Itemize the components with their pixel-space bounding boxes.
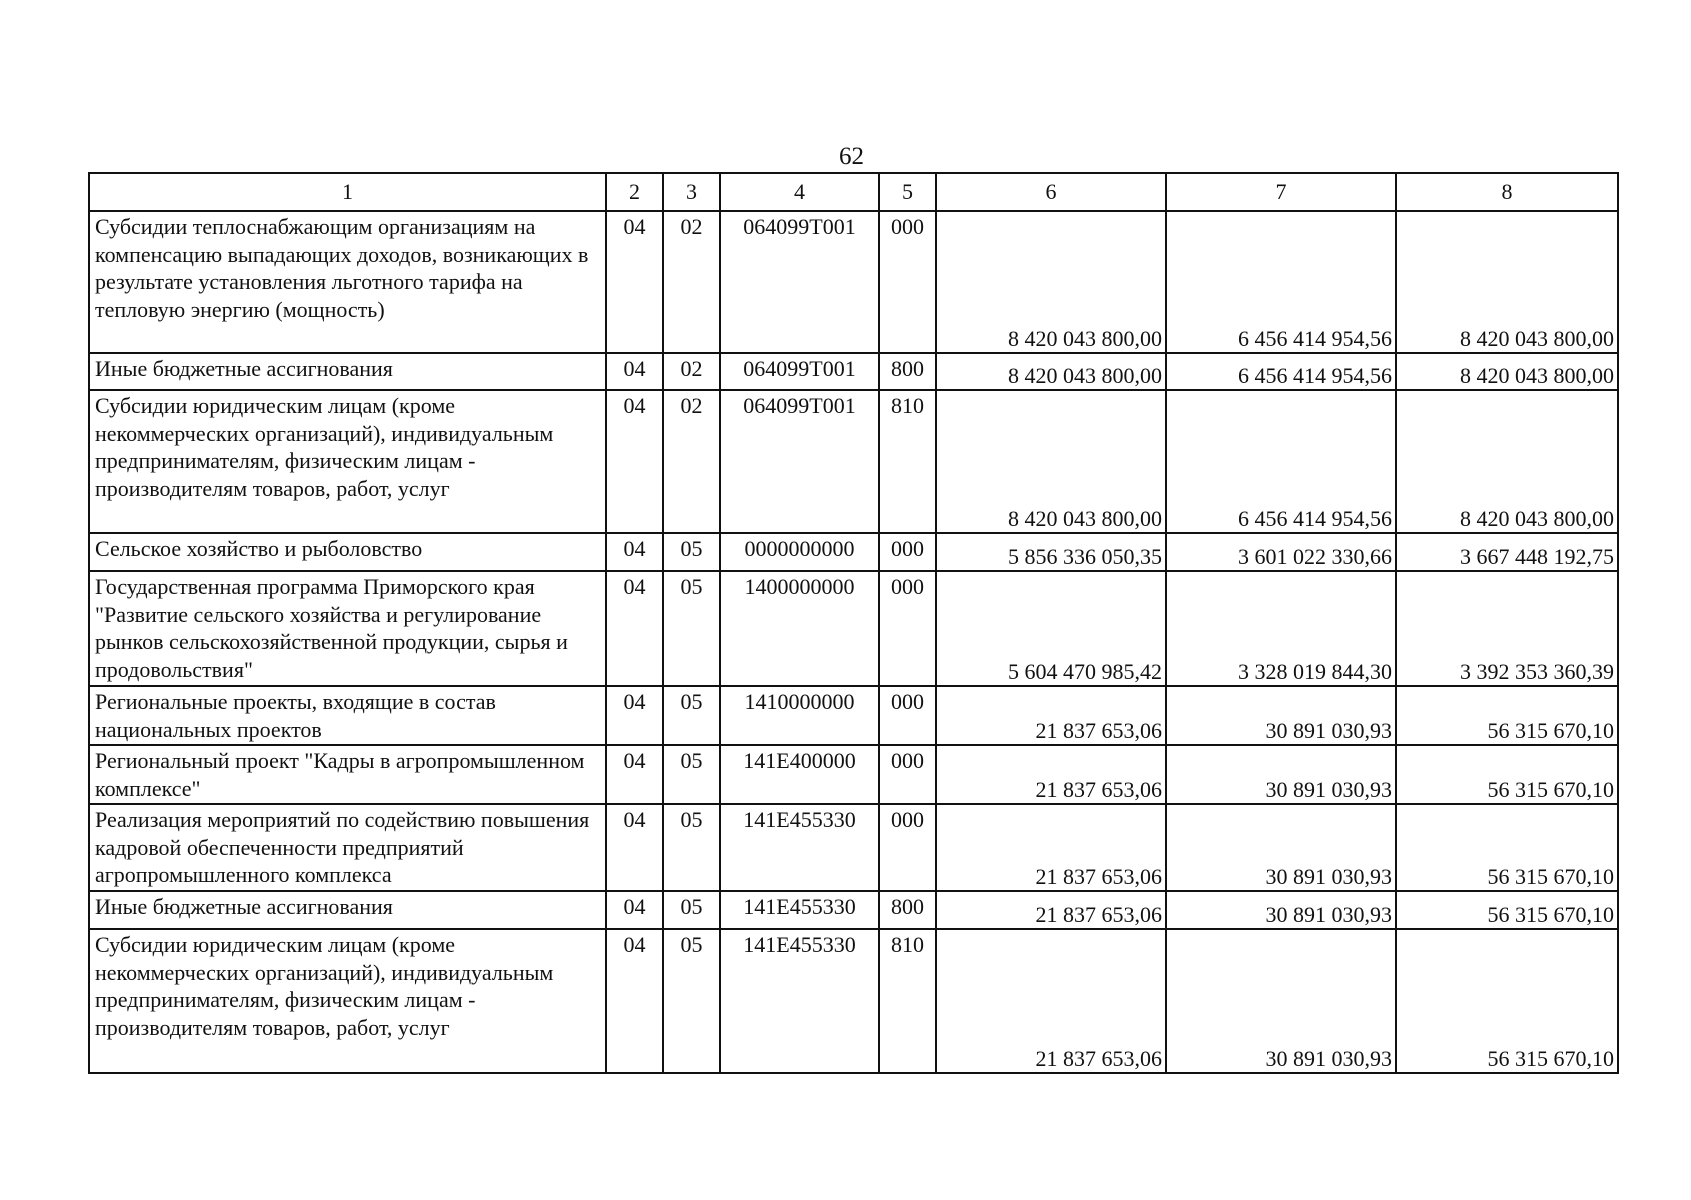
table-row — [89, 571, 1618, 686]
header-cell: 5 — [879, 173, 936, 211]
target-article-cell: 141Е455330 — [720, 891, 879, 929]
target-article-cell: 064099Т001 — [720, 353, 879, 390]
expense-type-cell: 000 — [879, 211, 936, 353]
section-code-cell: 04 — [606, 745, 663, 804]
expense-type-cell: 800 — [879, 353, 936, 390]
row-name-cell: Иные бюджетные ассигнования — [89, 353, 606, 390]
amount-col7-cell: 30 891 030,93 — [1166, 686, 1396, 745]
row-name-cell: Государственная программа Приморского края "Развитие сельского хозяйства и регулирование рынков сельскохозяйственной продукции, сырья и продовольствия" — [89, 571, 606, 686]
expense-type-cell: 000 — [879, 804, 936, 891]
table-row — [89, 211, 1618, 353]
amount-col6-cell: 8 420 043 800,00 — [936, 211, 1166, 353]
amount-col8-cell: 56 315 670,10 — [1396, 745, 1618, 804]
section-code-cell: 04 — [606, 929, 663, 1073]
target-article-cell: 141Е455330 — [720, 804, 879, 891]
expense-type-cell: 000 — [879, 571, 936, 686]
amount-col7-cell: 30 891 030,93 — [1166, 929, 1396, 1073]
target-article-cell: 141Е455330 — [720, 929, 879, 1073]
subsection-code-cell: 02 — [663, 353, 720, 390]
amount-col8-cell: 56 315 670,10 — [1396, 686, 1618, 745]
table-row — [89, 745, 1618, 804]
amount-col8-cell: 56 315 670,10 — [1396, 804, 1618, 891]
row-name-cell: Сельское хозяйство и рыболовство — [89, 533, 606, 571]
amount-col8-cell: 3 392 353 360,39 — [1396, 571, 1618, 686]
section-code-cell: 04 — [606, 211, 663, 353]
subsection-code-cell: 05 — [663, 686, 720, 745]
section-code-cell: 04 — [606, 353, 663, 390]
row-name-cell: Иные бюджетные ассигнования — [89, 891, 606, 929]
amount-col7-cell: 30 891 030,93 — [1166, 891, 1396, 929]
amount-col6-cell: 21 837 653,06 — [936, 804, 1166, 891]
section-code-cell: 04 — [606, 533, 663, 571]
amount-col8-cell: 56 315 670,10 — [1396, 929, 1618, 1073]
subsection-code-cell: 05 — [663, 804, 720, 891]
amount-col7-cell: 3 328 019 844,30 — [1166, 571, 1396, 686]
subsection-code-cell: 02 — [663, 390, 720, 533]
budget-table — [88, 172, 1619, 1074]
table-row — [89, 390, 1618, 533]
header-cell: 4 — [720, 173, 879, 211]
row-name-cell: Субсидии юридическим лицам (кроме некоммерческих организаций), индивидуальным предпринимателям, физическим лицам - производителям товаров, работ, услуг — [89, 929, 606, 1073]
expense-type-cell: 000 — [879, 745, 936, 804]
header-cell: 3 — [663, 173, 720, 211]
amount-col7-cell: 30 891 030,93 — [1166, 745, 1396, 804]
amount-col8-cell: 3 667 448 192,75 — [1396, 533, 1618, 571]
table-row — [89, 804, 1618, 891]
header-cell: 7 — [1166, 173, 1396, 211]
target-article-cell: 0000000000 — [720, 533, 879, 571]
amount-col6-cell: 5 604 470 985,42 — [936, 571, 1166, 686]
expense-type-cell: 810 — [879, 390, 936, 533]
subsection-code-cell: 05 — [663, 533, 720, 571]
section-code-cell: 04 — [606, 804, 663, 891]
expense-type-cell: 000 — [879, 533, 936, 571]
amount-col6-cell: 21 837 653,06 — [936, 929, 1166, 1073]
amount-col8-cell: 8 420 043 800,00 — [1396, 211, 1618, 353]
table-row — [89, 686, 1618, 745]
row-name-cell: Региональные проекты, входящие в состав национальных проектов — [89, 686, 606, 745]
amount-col7-cell: 6 456 414 954,56 — [1166, 390, 1396, 533]
target-article-cell: 064099Т001 — [720, 390, 879, 533]
amount-col7-cell: 6 456 414 954,56 — [1166, 353, 1396, 390]
table-row — [89, 533, 1618, 571]
amount-col6-cell: 21 837 653,06 — [936, 686, 1166, 745]
target-article-cell: 064099Т001 — [720, 211, 879, 353]
row-name-cell: Субсидии теплоснабжающим организациям на компенсацию выпадающих доходов, возникающих в результате установления льготного тарифа на тепловую энергию (мощность) — [89, 211, 606, 353]
amount-col6-cell: 8 420 043 800,00 — [936, 353, 1166, 390]
page-number: 62 — [839, 143, 864, 170]
subsection-code-cell: 02 — [663, 211, 720, 353]
row-name-cell: Субсидии юридическим лицам (кроме некоммерческих организаций), индивидуальным предпринимателям, физическим лицам - производителям товаров, работ, услуг — [89, 390, 606, 533]
header-cell: 6 — [936, 173, 1166, 211]
header-cell: 8 — [1396, 173, 1618, 211]
subsection-code-cell: 05 — [663, 929, 720, 1073]
subsection-code-cell: 05 — [663, 891, 720, 929]
amount-col7-cell: 6 456 414 954,56 — [1166, 211, 1396, 353]
expense-type-cell: 000 — [879, 686, 936, 745]
header-cell: 2 — [606, 173, 663, 211]
table-row — [89, 891, 1618, 929]
amount-col7-cell: 30 891 030,93 — [1166, 804, 1396, 891]
amount-col6-cell: 8 420 043 800,00 — [936, 390, 1166, 533]
expense-type-cell: 800 — [879, 891, 936, 929]
target-article-cell: 1400000000 — [720, 571, 879, 686]
section-code-cell: 04 — [606, 686, 663, 745]
section-code-cell: 04 — [606, 891, 663, 929]
table-row — [89, 353, 1618, 390]
amount-col6-cell: 21 837 653,06 — [936, 891, 1166, 929]
header-cell: 1 — [89, 173, 606, 211]
target-article-cell: 141Е400000 — [720, 745, 879, 804]
amount-col6-cell: 21 837 653,06 — [936, 745, 1166, 804]
header-row — [89, 173, 1618, 211]
amount-col8-cell: 8 420 043 800,00 — [1396, 390, 1618, 533]
expense-type-cell: 810 — [879, 929, 936, 1073]
amount-col6-cell: 5 856 336 050,35 — [936, 533, 1166, 571]
amount-col8-cell: 8 420 043 800,00 — [1396, 353, 1618, 390]
section-code-cell: 04 — [606, 390, 663, 533]
section-code-cell: 04 — [606, 571, 663, 686]
row-name-cell: Реализация мероприятий по содействию повышения кадровой обеспеченности предприятий агропромышленного комплекса — [89, 804, 606, 891]
amount-col8-cell: 56 315 670,10 — [1396, 891, 1618, 929]
table-row — [89, 929, 1618, 1073]
subsection-code-cell: 05 — [663, 571, 720, 686]
subsection-code-cell: 05 — [663, 745, 720, 804]
target-article-cell: 1410000000 — [720, 686, 879, 745]
amount-col7-cell: 3 601 022 330,66 — [1166, 533, 1396, 571]
row-name-cell: Региональный проект "Кадры в агропромышленном комплексе" — [89, 745, 606, 804]
